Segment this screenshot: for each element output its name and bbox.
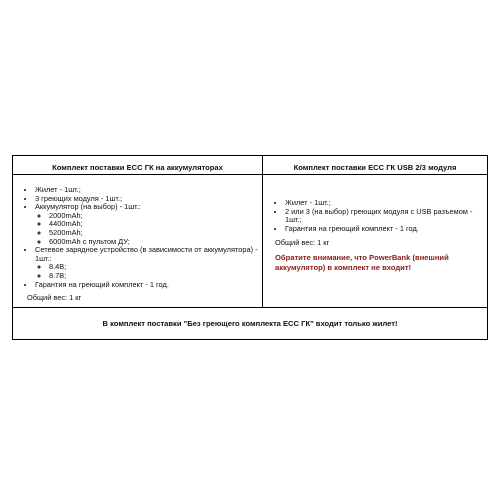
battery-kit-column [13,156,263,307]
charger-options-list [35,263,262,280]
list-item: ◦ 6000mAh с пультом ДУ; [49,238,262,247]
list-item: ◦ 8.4В; [49,263,262,272]
vest-only-footer: В комплект поставки "Без греющего комплекта ECC ГК" входит только жилет! [13,307,487,339]
list-item: ◦ 5200mAh; [49,229,262,238]
battery-kit-header: Комплект поставки ECC ГК на аккумуляторах [13,161,262,175]
list-item: • 3 греющих модуля - 1шт.; [35,195,262,204]
battery-kit-weight: Общий вес: 1 кг [27,293,82,303]
list-item: • Гарантия на греющий комплект - 1 год. [35,281,262,290]
list-item [35,203,262,246]
usb-kit-column [263,156,487,307]
list-item: • 2 или 3 (на выбор) греющих модуля с USB разъемом - 1шт.; [285,208,487,225]
list-item [35,246,262,280]
list-item: • Жилет - 1шт.; [285,199,487,208]
usb-kit-weight: Общий вес: 1 кг [275,238,330,248]
powerbank-note: Обратите внимание, что PowerBank (внешний аккумулятор) в комплект не входит! [275,253,449,272]
list-item: • Гарантия на греющий комплект - 1 год. [285,225,487,234]
list-item: ◦ 8.7В; [49,272,262,281]
battery-options-list [35,212,262,246]
list-item-label: Аккумулятор (на выбор) - 1шт.: [35,202,141,212]
usb-kit-list [263,199,487,233]
battery-kit-list [13,186,262,289]
list-item: • Жилет - 1шт.; [35,186,262,195]
list-item-label: Сетевое зарядное устройство (в зависимости от аккумулятора) - 1шт.: [35,245,258,263]
list-item: ◦ 2000mAh; [49,212,262,221]
usb-kit-header: Комплект поставки ECC ГК USB 2/3 модуля [263,161,487,175]
package-contents-table [12,155,488,340]
list-item: ◦ 4400mAh; [49,220,262,229]
